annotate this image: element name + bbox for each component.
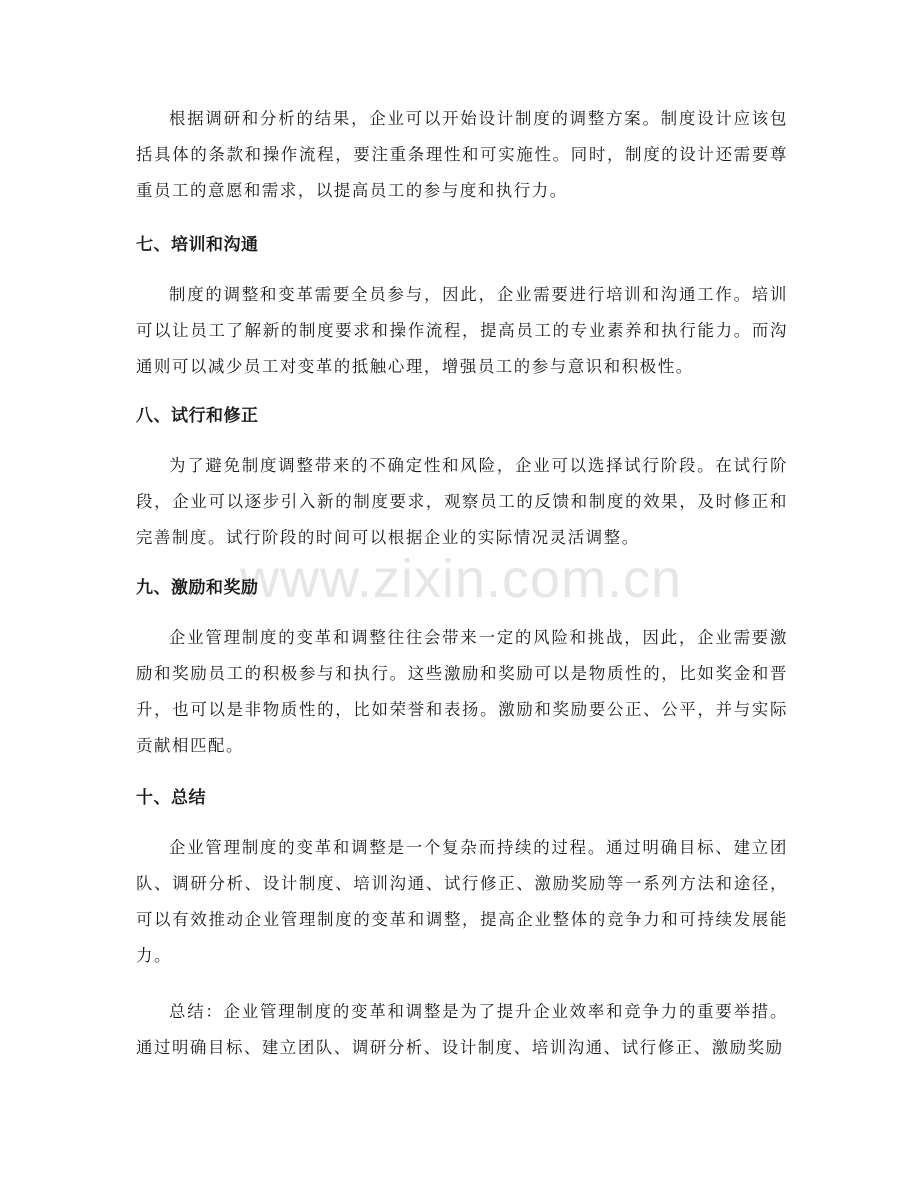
paragraph-trial: 为了避免制度调整带来的不确定性和风险，企业可以选择试行阶段。在试行阶段，企业可以逐步引入新的制度要求，观察员工的反馈和制度的效果，及时修正和完善制度。试行阶段的时间可以根据企业的实际情况灵活调整。 bbox=[136, 456, 788, 547]
paragraph-conclusion: 总结：企业管理制度的变革和调整是为了提升企业效率和竞争力的重要举措。通过明确目标、建立团队、调研分析、设计制度、培训沟通、试行修正、激励奖励 bbox=[136, 1002, 788, 1057]
paragraph-design: 根据调研和分析的结果，企业可以开始设计制度的调整方案。制度设计应该包括具体的条款和操作流程，要注重条理性和可实施性。同时，制度的设计还需要尊重员工的意愿和需求，以提高员工的参与度和执行力。 bbox=[136, 109, 788, 200]
heading-summary: 十、总结 bbox=[136, 788, 206, 808]
paragraph-training: 制度的调整和变革需要全员参与，因此，企业需要进行培训和沟通工作。培训可以让员工了解新的制度要求和操作流程，提高员工的专业素养和执行能力。而沟通则可以减少员工对变革的抵触心理，增强员工的参与意识和积极性。 bbox=[136, 285, 788, 376]
paragraph-summary: 企业管理制度的变革和调整是一个复杂而持续的过程。通过明确目标、建立团队、调研分析、设计制度、培训沟通、试行修正、激励奖励等一系列方法和途径，可以有效推动企业管理制度的变革和调整，提高企业整体的竞争力和可持续发展能力。 bbox=[136, 838, 788, 965]
heading-trial: 八、试行和修正 bbox=[136, 406, 259, 426]
heading-incentive: 九、激励和奖励 bbox=[136, 578, 259, 598]
paragraph-incentive: 企业管理制度的变革和调整往往会带来一定的风险和挑战，因此，企业需要激励和奖励员工的积极参与和执行。这些激励和奖励可以是物质性的，比如奖金和晋升，也可以是非物质性的，比如荣誉和表扬。激励和奖励要公正、公平，并与实际贡献相匹配。 bbox=[136, 628, 788, 755]
heading-training: 七、培训和沟通 bbox=[136, 235, 259, 255]
watermark: www.zixin.com.cn bbox=[240, 549, 683, 609]
